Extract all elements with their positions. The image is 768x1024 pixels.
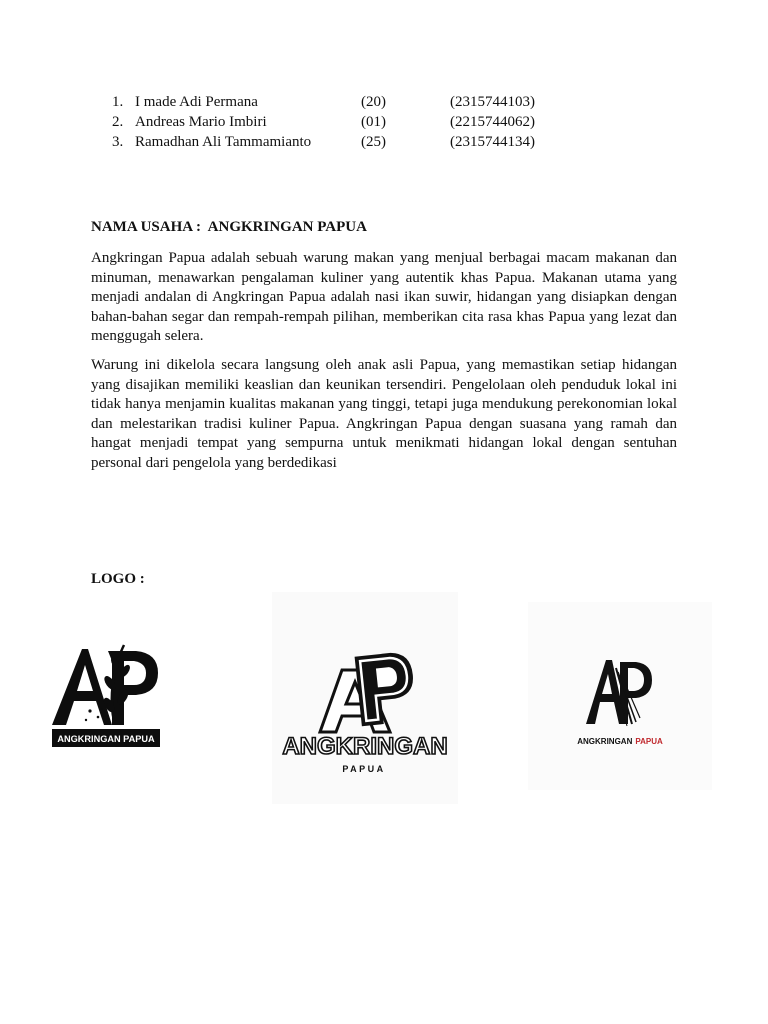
logo-option-2 — [272, 592, 458, 804]
logo-1-image — [38, 625, 174, 767]
list-item — [112, 132, 592, 152]
list-item — [112, 92, 592, 112]
logo-3-image — [528, 602, 712, 790]
member-name: I made Adi Permana — [135, 94, 258, 110]
member-nim: (2215744062) — [450, 114, 535, 130]
member-number: 1. — [112, 94, 124, 110]
logo-2-wordmark: ANGKRINGAN — [282, 733, 448, 760]
logo-3-wordmark: ANGKRINGAN PAPUA — [577, 737, 663, 746]
member-nim: (2315744103) — [450, 94, 535, 110]
member-number: 3. — [112, 134, 124, 150]
member-absen: (25) — [361, 134, 386, 150]
member-number: 2. — [112, 114, 124, 130]
member-list — [112, 92, 592, 152]
logo-2-image — [272, 592, 458, 804]
member-absen: (01) — [361, 114, 386, 130]
description-paragraph: Warung ini dikelola secara langsung oleh anak asli Papua, yang memastikan setiap hidangan yang disajikan memiliki keaslian dan keunikan tersendiri. Pengelolaan oleh penduduk lokal ini tidak hanya menjamin kualitas makanan yang tinggi, tetapi juga mendukung perekonomian lokal dan melestarikan tradisi kuliner Papua. Angkringan Papua dengan suasana yang ramah dan hangat menjadi tempat yang sempurna untuk menikmati hidangan lokal dengan sentuhan personal dari pengelola yang berdedikasi — [91, 357, 677, 471]
logo-2-subtitle: PAPUA — [342, 764, 386, 774]
member-name: Andreas Mario Imbiri — [135, 114, 267, 130]
list-item — [112, 112, 592, 132]
member-absen: (20) — [361, 94, 386, 110]
logo-1-banner-text: ANGKRINGAN PAPUA — [57, 734, 155, 744]
description-paragraph: Angkringan Papua adalah sebuah warung makan yang menjual berbagai macam makanan dan minuman, menawarkan pengalaman kuliner yang autentik khas Papua. Makanan utama yang menjadi andalan di Angkringan Papua adalah nasi ikan suwir, hidangan yang disiapkan dengan bahan-bahan segar dan rempah-rempah pilihan, memberikan cita rasa khas Papua yang lezat dan menggugah selera. — [91, 250, 677, 345]
logo-heading: LOGO : — [91, 571, 145, 587]
business-name-heading: NAMA USAHA : ANGKRINGAN PAPUA — [91, 219, 367, 235]
logo-option-1 — [38, 625, 174, 767]
member-name: Ramadhan Ali Tammamianto — [135, 134, 312, 150]
member-nim: (2315744134) — [450, 134, 535, 150]
logo-option-3 — [528, 602, 712, 790]
